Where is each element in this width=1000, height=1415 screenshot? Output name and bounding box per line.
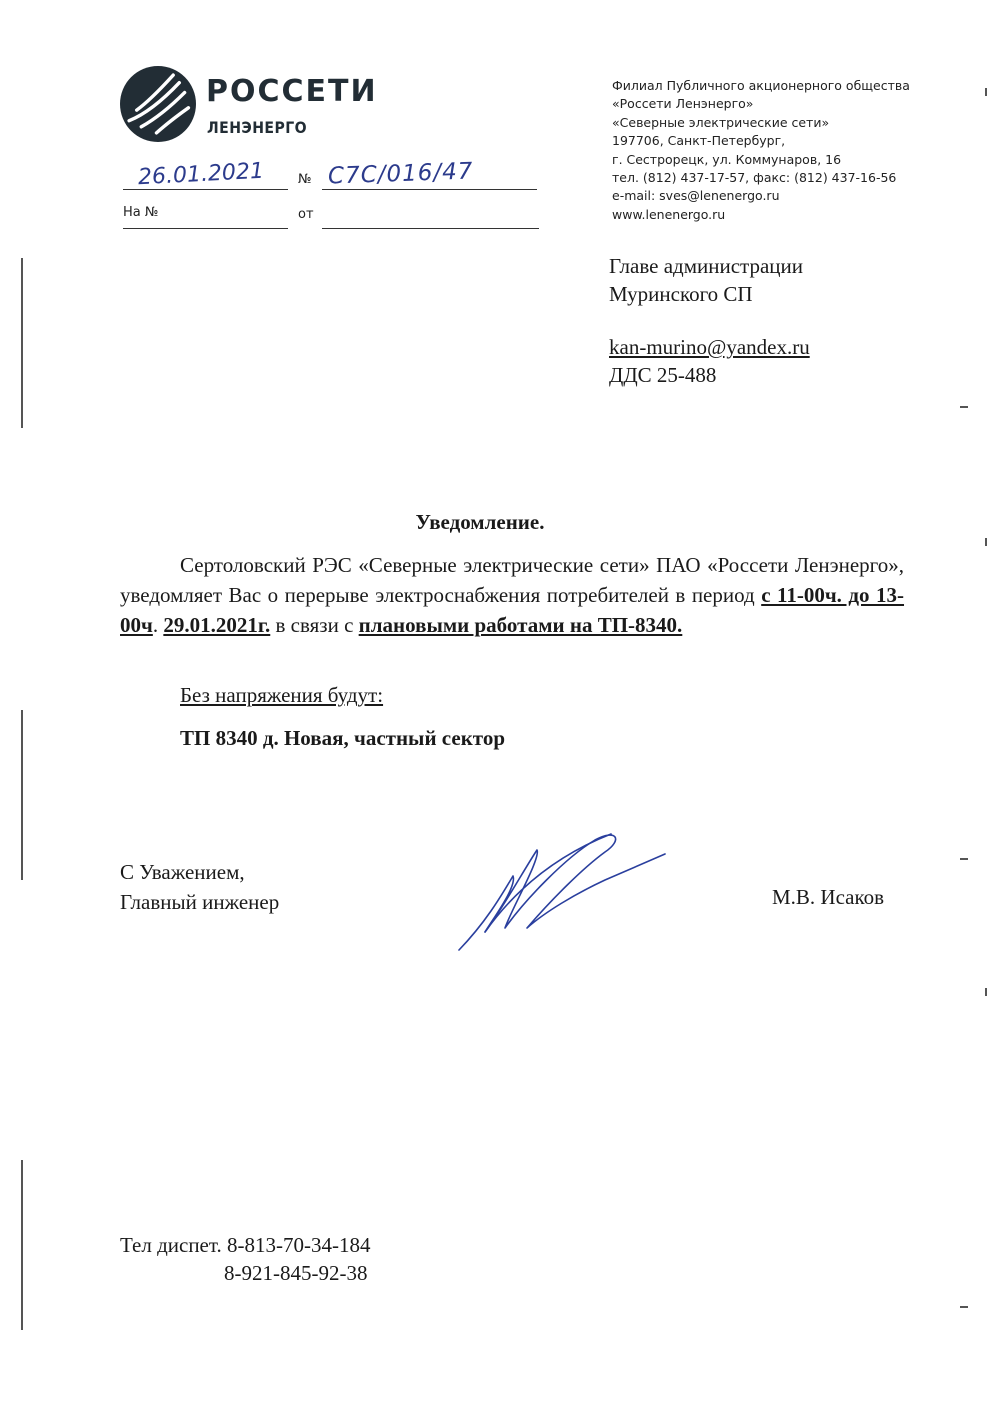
regards-text: С Уважением, [120,860,245,884]
sender-line: «Россети Ленэнерго» [612,96,754,112]
ref-label: На № [123,205,159,220]
scan-mark [21,1160,23,1330]
signature-icon [455,828,670,953]
notice-paragraph [120,550,904,640]
recipient-line: Муринского СП [609,281,753,306]
scan-mark [985,88,987,96]
notice-dot: . [152,613,159,637]
notice-text: Сертоловский РЭС «Северные электрические сети» ПАО «Россети Ленэнерго», уведомляет Вас о перерыве электроснабжения потребителей в период [120,553,904,607]
scan-mark [21,710,23,880]
scan-mark [960,1306,968,1308]
sender-address [612,77,910,224]
date-underline [123,189,288,190]
recipient-line: Главе администрации [609,254,804,278]
outage-date: 29.01.2021г. [163,613,271,637]
recipient-dds: ДДС 25-488 [609,362,717,387]
outgoing-date: 26.01.2021 [137,158,265,191]
sender-line: «Северные электрические сети» [612,114,830,130]
logo-subname: ЛЕНЭНЕРГО [207,118,308,137]
closing-block [120,857,279,917]
number-underline [322,189,537,190]
sender-line: 197706, Санкт-Петербург, [612,133,786,149]
affected-area: ТП 8340 д. Новая, частный сектор [180,726,506,750]
phone-number: 8-813-70-34-184 [226,1233,371,1257]
signer-position: Главный инженер [120,890,280,914]
scan-mark [960,406,968,408]
ref-underline [123,228,288,229]
no-power-label: Без напряжения будут: [180,683,384,707]
logo-name: РОССЕТИ [206,74,378,109]
recipient-email: kan-murino@yandex.ru [609,335,810,359]
scan-mark [960,858,968,860]
sender-line: тел. (812) 437-17-57, факс: (812) 437-16-56 [612,170,897,186]
sender-line: www.lenenergo.ru [612,206,726,222]
notice-title: Уведомление. [415,510,545,534]
scan-mark [985,988,987,996]
recipient-block [609,253,810,389]
phones-label: Тел диспет. [120,1233,222,1257]
from-underline [322,228,539,229]
outage-time-range: с 11-00ч. до 13-00ч [120,583,905,637]
sender-line: e-mail: sves@lenenergo.ru [612,188,780,204]
notice-text: в связи с [270,613,359,637]
dispatcher-phones [120,1231,370,1287]
number-label: № [298,172,312,187]
rosseti-logo-icon [120,66,196,142]
outgoing-number: С7С/016/47 [327,158,474,190]
scan-mark [21,258,23,428]
outage-reason: плановыми работами на ТП-8340. [358,613,683,637]
sender-line: Филиал Публичного акционерного общества [612,78,910,93]
signer-name: М.В. Исаков [772,885,885,909]
phone-number: 8-921-845-92-38 [224,1261,368,1285]
sender-line: г. Сестрорецк, ул. Коммунаров, 16 [612,151,842,167]
from-label: от [298,207,314,222]
scan-mark [985,538,987,546]
